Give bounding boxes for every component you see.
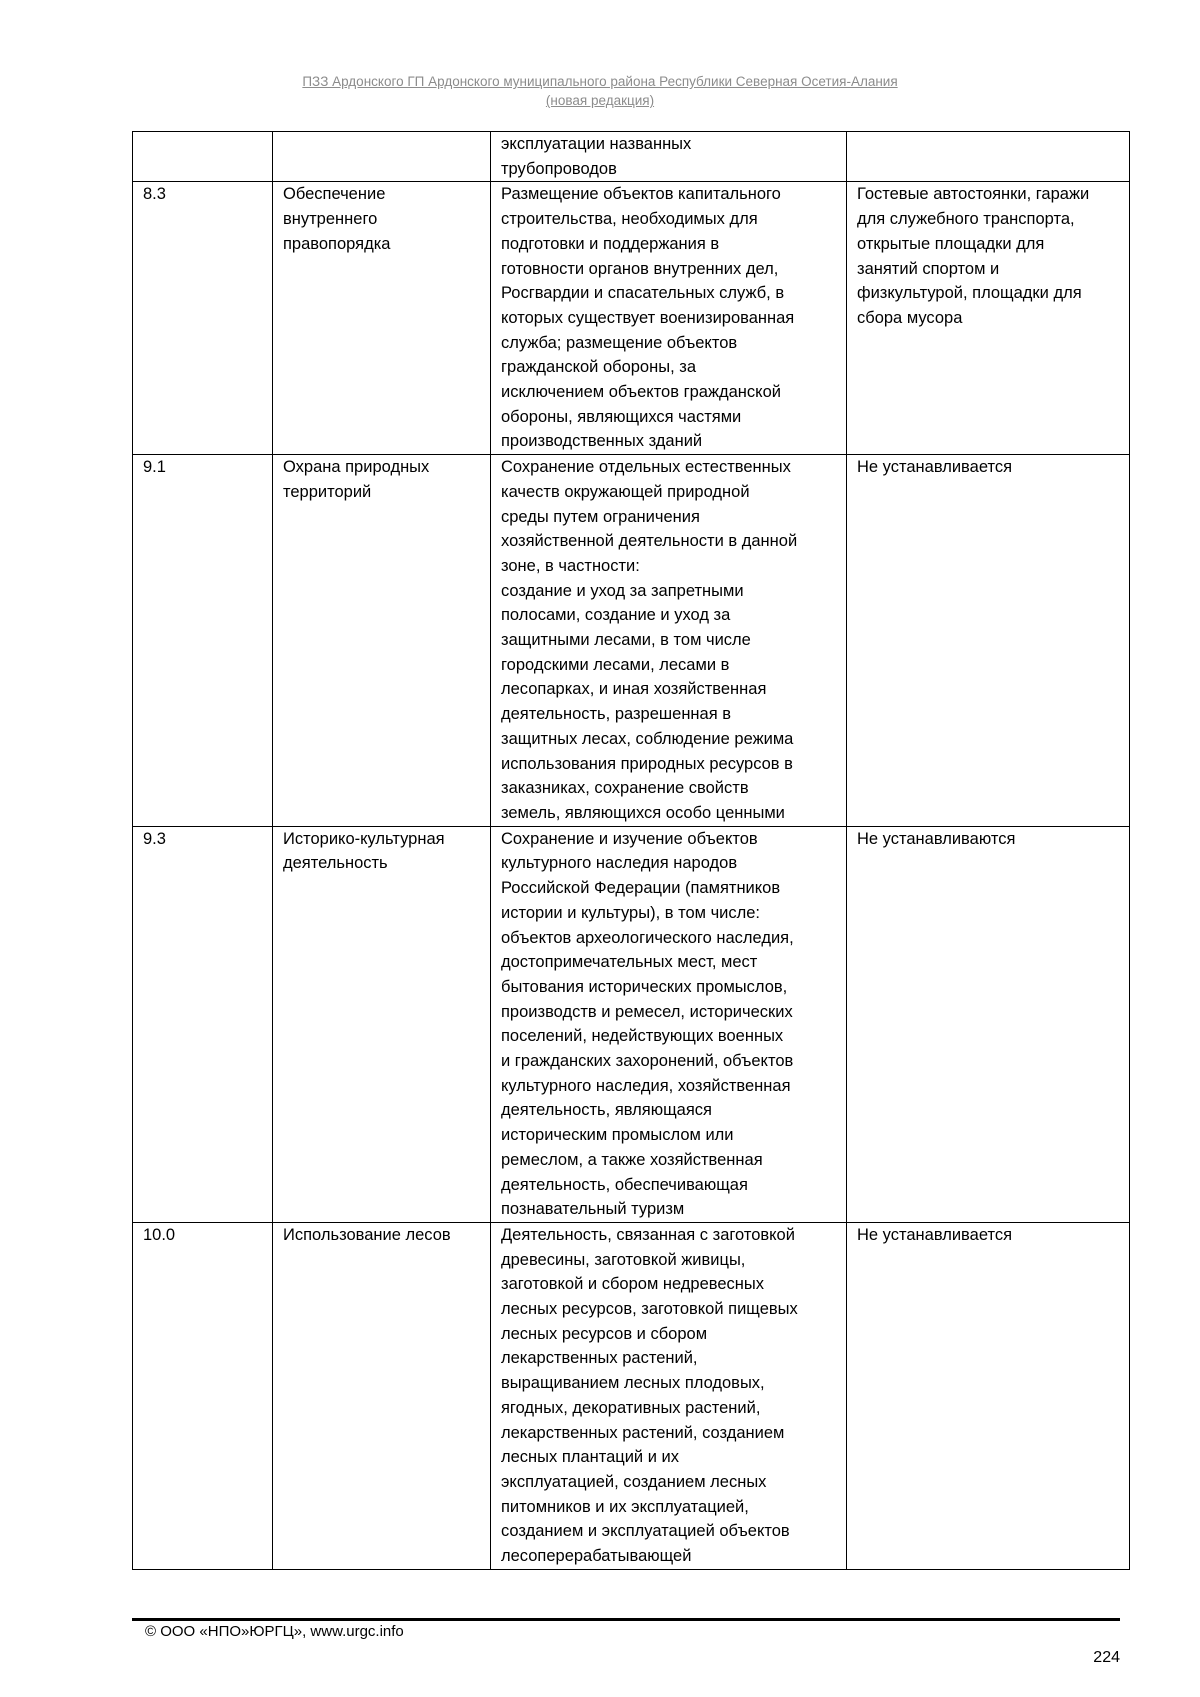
name-cell: Историко-культурная деятельность: [273, 826, 491, 1222]
footer-copyright: © ООО «НПО»ЮРГЦ», www.urgc.info: [145, 1623, 404, 1640]
description-cell: Деятельность, связанная с заготовкой древесины, заготовкой живицы, заготовкой и сбором недревесных лесных ресурсов, заготовкой пищевых лесных ресурсов и сбором лекарственных растений, выращиванием лесных плодовых, ягодных, декоративных растений, лекарственных растений, созданием лесных плантаций и их эксплуатацией, созданием лесных питомников и их эксплуатацией, созданием и эксплуатацией объектов лесоперерабатывающей: [491, 1222, 847, 1569]
code-cell: 8.3: [133, 182, 273, 455]
header-title: ПЗЗ Ардонского ГП Ардонского муниципального района Республики Северная Осетия-Алания: [302, 74, 898, 89]
name-cell: Обеспечение внутреннего правопорядка: [273, 182, 491, 455]
parameters-cell: Не устанавливаются: [847, 826, 1130, 1222]
description-cell: Сохранение и изучение объектов культурного наследия народов Российской Федерации (памятников истории и культуры), в том числе: объектов археологического наследия, достопримечательных мест, мест бытования исторических промыслов, производств и ремесел, исторических поселений, недействующих военных и гражданских захоронений, объектов культурного наследия, хозяйственная деятельность, являющаяся историческим промыслом или ремеслом, а также хозяйственная деятельность, обеспечивающая познавательный туризм: [491, 826, 847, 1222]
name-cell: [273, 132, 491, 182]
page-number: 224: [1093, 1649, 1120, 1666]
code-cell: 9.3: [133, 826, 273, 1222]
name-cell: Охрана природных территорий: [273, 455, 491, 827]
name-cell: Использование лесов: [273, 1222, 491, 1569]
table-row: [133, 132, 1130, 182]
code-cell: 10.0: [133, 1222, 273, 1569]
footer-divider: [132, 1618, 1120, 1621]
table-row: [133, 455, 1130, 827]
description-cell: эксплуатации названных трубопроводов: [491, 132, 847, 182]
parameters-cell: Не устанавливается: [847, 1222, 1130, 1569]
header-subtitle: (новая редакция): [545, 93, 655, 108]
table-row: [133, 182, 1130, 455]
parameters-cell: Гостевые автостоянки, гаражи для служебного транспорта, открытые площадки для занятий спортом и физкультурой, площадки для сбора мусора: [847, 182, 1130, 455]
table-row: [133, 826, 1130, 1222]
table-row: [133, 1222, 1130, 1569]
parameters-cell: [847, 132, 1130, 182]
regulations-table: [132, 131, 1130, 1570]
code-cell: 9.1: [133, 455, 273, 827]
description-cell: Размещение объектов капитального строительства, необходимых для подготовки и поддержания в готовности органов внутренних дел, Росгвардии и спасательных служб, в которых существует военизированная служба; размещение объектов гражданской обороны, за исключением объектов гражданской обороны, являющихся частями производственных зданий: [491, 182, 847, 455]
code-cell: [133, 132, 273, 182]
description-cell: Сохранение отдельных естественных качеств окружающей природной среды путем ограничения хозяйственной деятельности в данной зоне, в частности: создание и уход за запретными полосами, создание и уход за защитными лесами, в том числе городскими лесами, лесами в лесопарках, и иная хозяйственная деятельность, разрешенная в защитных лесах, соблюдение режима использования природных ресурсов в заказниках, сохранение свойств земель, являющихся особо ценными: [491, 455, 847, 827]
page-header: [0, 72, 1200, 110]
parameters-cell: Не устанавливается: [847, 455, 1130, 827]
